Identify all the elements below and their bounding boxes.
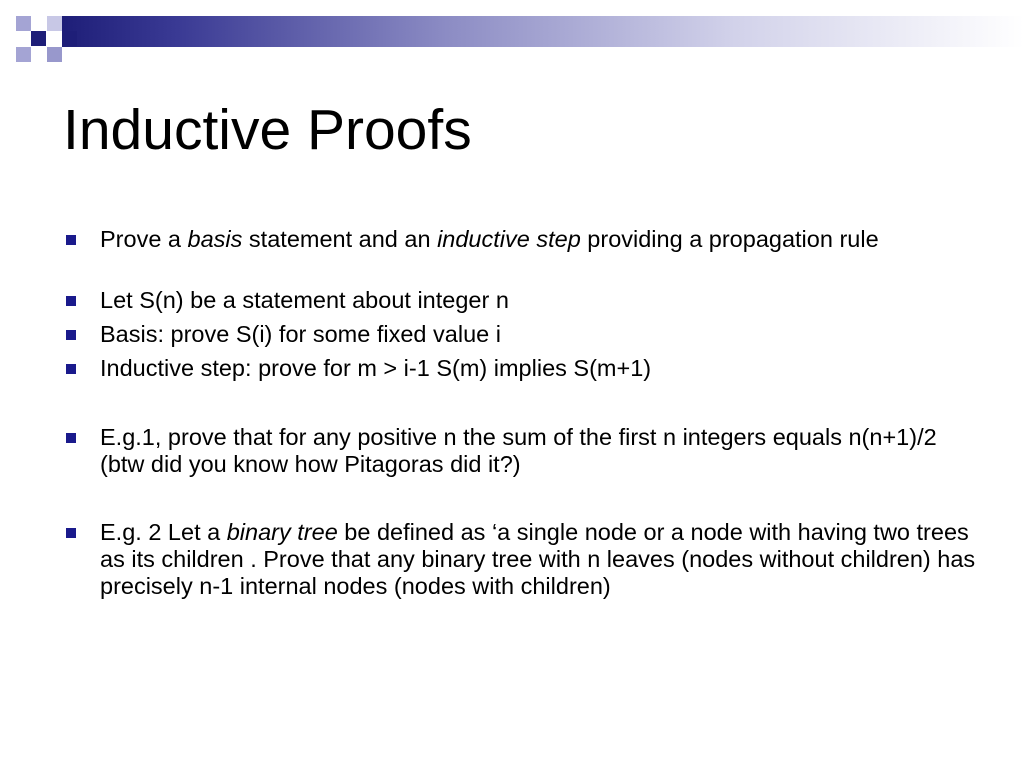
- bullet-item: [100, 424, 980, 478]
- bullet-square-icon: [66, 296, 76, 306]
- bullet-square-icon: [66, 433, 76, 443]
- bullet-text: Let S(n) be a statement about integer n: [100, 287, 509, 313]
- bullet-square-icon: [66, 235, 76, 245]
- bullet-text: E.g. 2 Let a binary tree be defined as ‘a single node or a node with having two trees as its children . Prove that any binary tree with n leaves (nodes without children) has precisely n-1 internal nodes (nodes with children): [100, 519, 976, 599]
- bullet-text: Inductive step: prove for m > i-1 S(m) implies S(m+1): [100, 355, 652, 381]
- deco-square: [47, 47, 62, 62]
- bullet-text: E.g.1, prove that for any positive n the sum of the first n integers equals n(n+1)/2 (btw did you know how Pitagoras did it?): [100, 424, 937, 477]
- header-decoration: [0, 0, 1024, 64]
- bullet-square-icon: [66, 330, 76, 340]
- bullet-text: Prove a basis statement and an inductive step providing a propagation rule: [100, 226, 879, 252]
- bullet-item: [100, 519, 980, 600]
- bullet-item: [100, 321, 980, 348]
- bullet-text: Basis: prove S(i) for some fixed value i: [100, 321, 501, 347]
- deco-square: [31, 31, 46, 46]
- deco-square: [47, 16, 62, 31]
- deco-square: [62, 31, 77, 46]
- bullet-item: [100, 226, 980, 253]
- slide-title: Inductive Proofs: [63, 98, 472, 162]
- deco-square: [16, 47, 31, 62]
- bullet-item: [100, 355, 980, 382]
- deco-square: [16, 16, 31, 31]
- bullet-square-icon: [66, 528, 76, 538]
- header-gradient-band: [62, 16, 1024, 47]
- bullet-square-icon: [66, 364, 76, 374]
- bullet-item: [100, 287, 980, 314]
